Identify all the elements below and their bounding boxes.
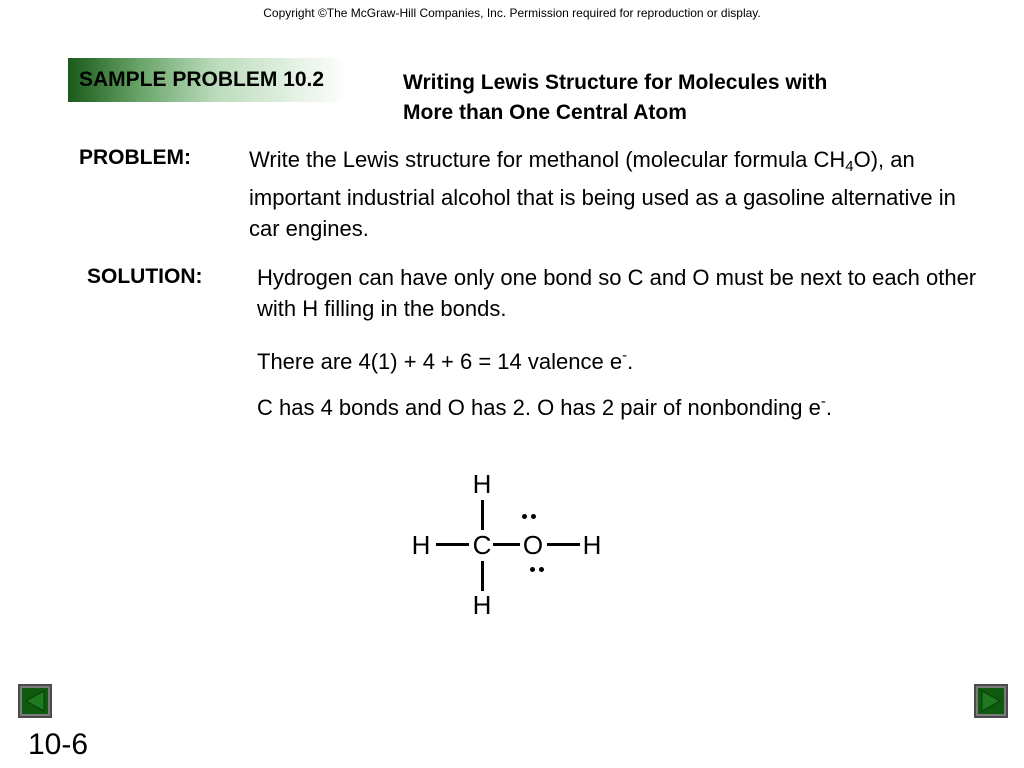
sample-problem-label: SAMPLE PROBLEM 10.2 bbox=[79, 68, 325, 91]
bonds-period: . bbox=[825, 395, 832, 420]
problem-text bbox=[249, 144, 969, 244]
bond-h-c bbox=[436, 543, 469, 546]
atom-o: O bbox=[522, 530, 544, 560]
bonds-text: C has 4 bonds and O has 2. O has 2 pair of nonbonding e bbox=[257, 395, 821, 420]
title-line-2: More than One Central Atom bbox=[403, 101, 687, 124]
electron-charge-superscript-2: - bbox=[820, 393, 826, 410]
atom-h-left: H bbox=[411, 530, 431, 560]
atom-h-top: H bbox=[472, 469, 492, 499]
back-button[interactable] bbox=[18, 684, 52, 718]
atom-h-right: H bbox=[582, 530, 602, 560]
formula-subscript: 4 bbox=[845, 158, 854, 175]
valence-text: There are 4(1) + 4 + 6 = 14 valence e bbox=[257, 349, 623, 374]
copyright-notice: Copyright ©The McGraw-Hill Companies, Inc. Permission required for reproduction or display. bbox=[263, 6, 761, 20]
bond-c-h-top bbox=[481, 500, 484, 530]
solution-paragraph-1: Hydrogen can have only one bond so C and O must be next to each other with H filling in the bonds. bbox=[257, 265, 977, 321]
solution-label: SOLUTION: bbox=[87, 265, 203, 288]
title-line-1: Writing Lewis Structure for Molecules with bbox=[403, 71, 828, 94]
lone-pair-top bbox=[520, 514, 538, 520]
problem-label: PROBLEM: bbox=[79, 146, 191, 169]
bond-c-o bbox=[493, 543, 520, 546]
lone-pair-bottom bbox=[528, 567, 546, 573]
problem-text-part-2: O), an important industrial alcohol that is being used as a gasoline alternative in car engines. bbox=[249, 147, 956, 241]
bond-c-h-bottom bbox=[481, 561, 484, 591]
solution-paragraph-2 bbox=[257, 340, 977, 377]
forward-button[interactable] bbox=[974, 684, 1008, 718]
sample-problem-title bbox=[403, 68, 963, 128]
electron-charge-superscript: - bbox=[622, 347, 628, 364]
atom-c: C bbox=[472, 530, 492, 560]
solution-paragraph-3 bbox=[257, 386, 977, 423]
valence-period: . bbox=[627, 349, 634, 374]
problem-text-part-1: Write the Lewis structure for methanol (molecular formula CH bbox=[249, 147, 846, 172]
slide-number: 10-6 bbox=[28, 728, 89, 761]
forward-arrow-icon bbox=[976, 686, 1006, 716]
back-arrow-icon bbox=[20, 686, 50, 716]
atom-h-bottom: H bbox=[472, 590, 492, 620]
bond-o-h bbox=[547, 543, 580, 546]
